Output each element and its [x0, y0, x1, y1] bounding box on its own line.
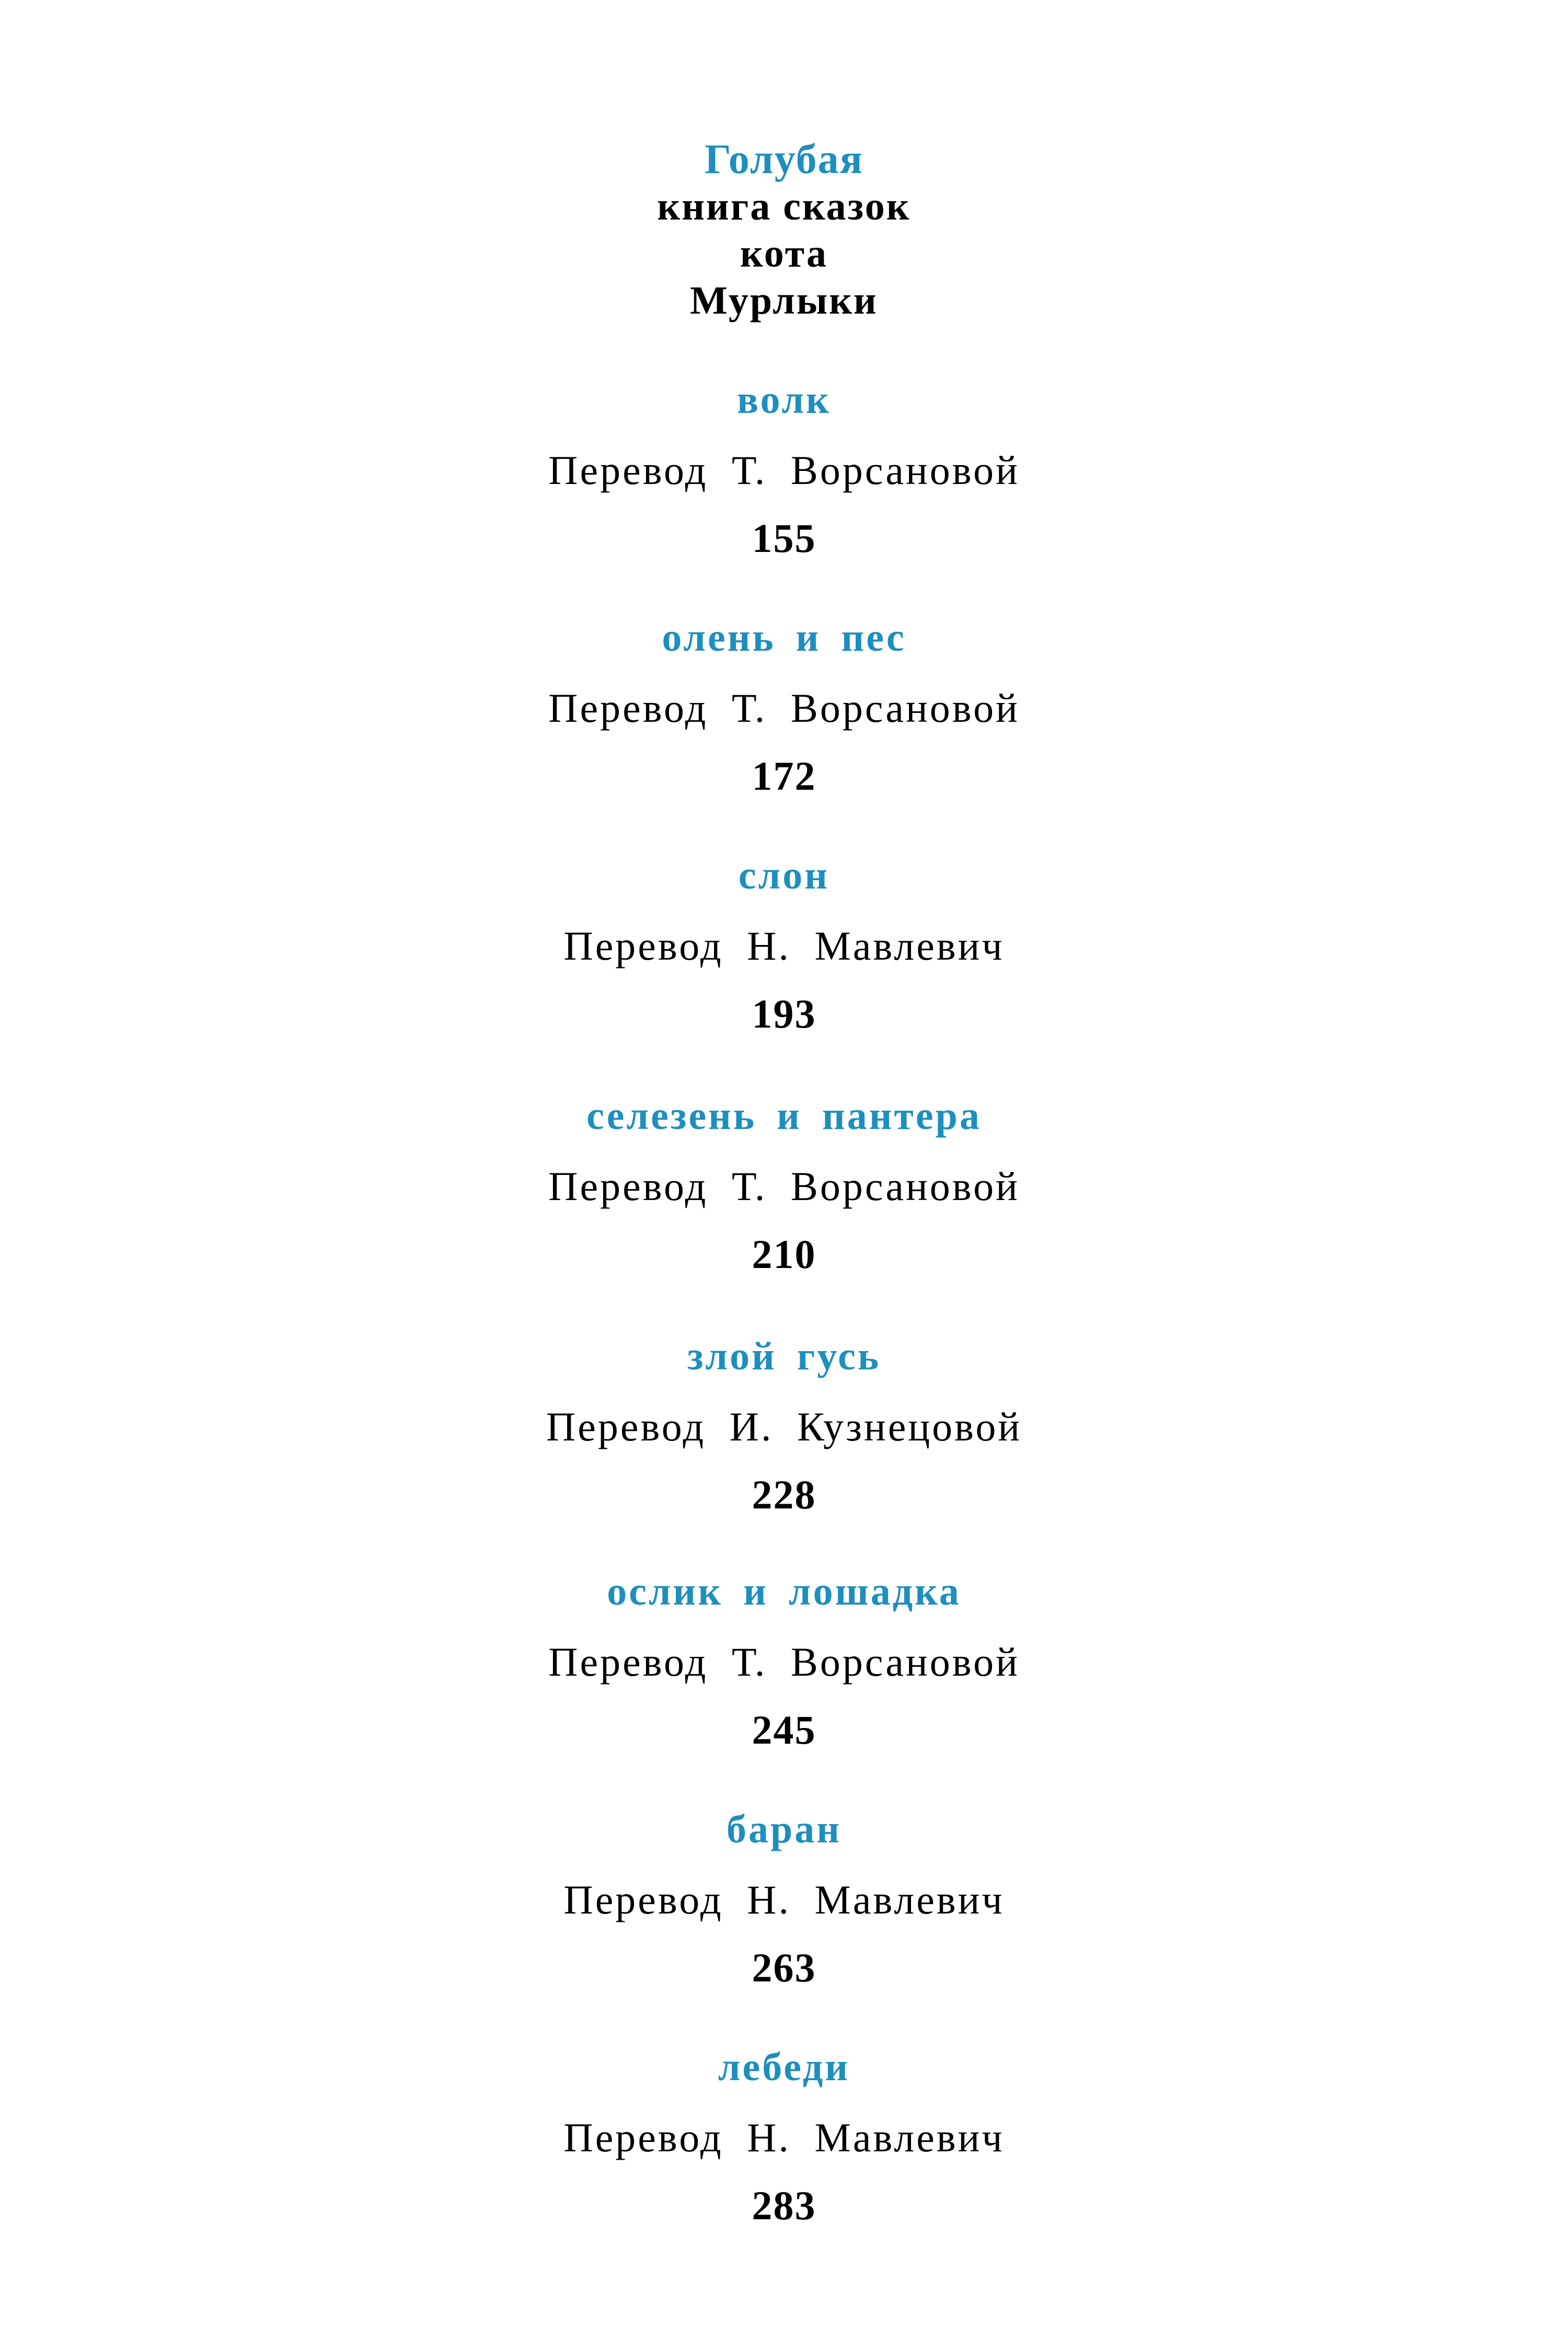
toc-entry[interactable] — [366, 1568, 1202, 1754]
toc-entry-title[interactable]: баран — [726, 1807, 842, 1851]
toc-entry-translator: Перевод И. Кузнецовой — [546, 1404, 1022, 1449]
toc-entry-page-number: 283 — [752, 2183, 816, 2228]
toc-entry-translator: Перевод Т. Ворсановой — [548, 685, 1020, 731]
toc-entry[interactable] — [366, 1092, 1202, 1278]
toc-entry-page-number: 172 — [752, 753, 816, 799]
toc-entry[interactable] — [366, 1333, 1202, 1518]
toc-entry[interactable] — [366, 852, 1202, 1037]
toc-entry-title[interactable]: волк — [737, 378, 831, 422]
toc-entry-page-number: 263 — [752, 1945, 816, 1990]
book-subtitle-line-3: Мурлыки — [690, 279, 878, 322]
toc-entry[interactable] — [366, 614, 1202, 800]
toc-entry-title[interactable]: олень и пес — [662, 616, 906, 660]
toc-entry-title[interactable]: слон — [738, 854, 830, 897]
toc-entry[interactable] — [366, 1806, 1202, 1991]
toc-entry-translator: Перевод Т. Ворсановой — [548, 1163, 1020, 1209]
toc-entry-translator: Перевод Н. Мавлевич — [563, 2115, 1005, 2160]
book-subtitle-line-1: книга сказок — [657, 185, 911, 228]
book-heading — [549, 136, 1019, 324]
toc-entry-translator: Перевод Т. Ворсановой — [548, 447, 1020, 493]
toc-entry[interactable] — [366, 2044, 1202, 2229]
toc-entry-title[interactable]: лебеди — [718, 2045, 850, 2089]
toc-entry-title[interactable]: ослик и лошадка — [607, 1570, 961, 1613]
toc-entry-page-number: 193 — [752, 991, 816, 1036]
toc-entry-translator: Перевод Т. Ворсановой — [548, 1639, 1020, 1685]
toc-entry-translator: Перевод Н. Мавлевич — [563, 1877, 1005, 1922]
toc-entry-page-number: 228 — [752, 1472, 816, 1517]
toc-entry-translator: Перевод Н. Мавлевич — [563, 923, 1005, 969]
toc-entry-title[interactable]: селезень и пантера — [586, 1094, 982, 1138]
book-title: Голубая — [705, 136, 863, 182]
toc-entry-title[interactable]: злой гусь — [687, 1334, 881, 1378]
toc-entry[interactable] — [366, 376, 1202, 562]
toc-entry-page-number: 210 — [752, 1231, 816, 1277]
toc-entry-page-number: 245 — [752, 1707, 816, 1753]
book-subtitle-line-2: кота — [740, 232, 828, 275]
toc-entry-page-number: 155 — [752, 515, 816, 561]
